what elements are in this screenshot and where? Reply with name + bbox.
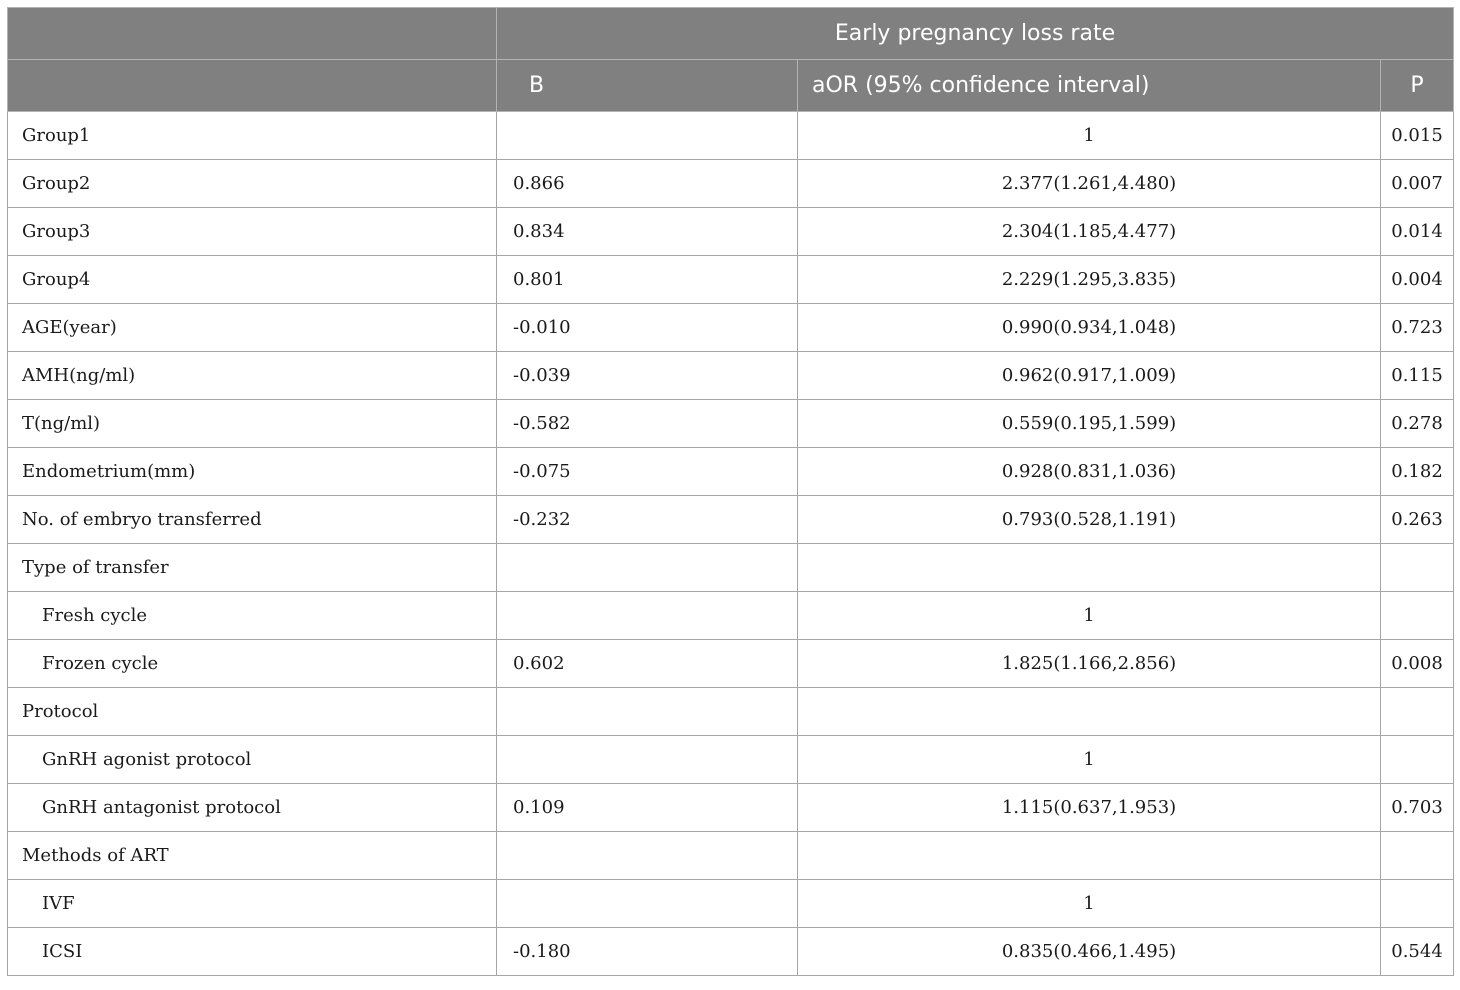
row-label: GnRH agonist protocol: [8, 736, 497, 784]
table-row: [8, 544, 1454, 592]
row-label: Endometrium(mm): [8, 448, 497, 496]
row-label: Type of transfer: [8, 544, 497, 592]
row-p-value: [1381, 880, 1454, 928]
table-row: [8, 592, 1454, 640]
row-p-value: 0.278: [1381, 400, 1454, 448]
row-label: Group3: [8, 208, 497, 256]
row-b-value: [497, 880, 798, 928]
row-label: Protocol: [8, 688, 497, 736]
row-p-value: 0.263: [1381, 496, 1454, 544]
row-p-value: 0.007: [1381, 160, 1454, 208]
row-aor-value: 1: [798, 880, 1381, 928]
row-p-value: 0.723: [1381, 304, 1454, 352]
table-row: [8, 256, 1454, 304]
table-row: [8, 304, 1454, 352]
row-b-value: -0.582: [497, 400, 798, 448]
regression-table: [7, 7, 1454, 976]
row-aor-value: 0.559(0.195,1.599): [798, 400, 1381, 448]
row-label: Group1: [8, 112, 497, 160]
row-b-value: [497, 688, 798, 736]
row-label: Group2: [8, 160, 497, 208]
row-p-value: 0.015: [1381, 112, 1454, 160]
row-p-value: 0.008: [1381, 640, 1454, 688]
row-p-value: 0.014: [1381, 208, 1454, 256]
row-b-value: 0.866: [497, 160, 798, 208]
row-aor-value: [798, 544, 1381, 592]
row-aor-value: [798, 832, 1381, 880]
row-p-value: 0.544: [1381, 928, 1454, 976]
table-row: [8, 640, 1454, 688]
row-aor-value: 1: [798, 112, 1381, 160]
table-row: [8, 160, 1454, 208]
header-empty-cell: [8, 60, 497, 112]
table-body: [8, 112, 1454, 976]
table-row: [8, 112, 1454, 160]
row-aor-value: 0.793(0.528,1.191): [798, 496, 1381, 544]
regression-table-container: [7, 7, 1453, 976]
row-aor-value: 2.229(1.295,3.835): [798, 256, 1381, 304]
row-b-value: [497, 112, 798, 160]
header-row-top: [8, 8, 1454, 60]
row-aor-value: 2.304(1.185,4.477): [798, 208, 1381, 256]
row-b-value: -0.039: [497, 352, 798, 400]
row-aor-value: 0.835(0.466,1.495): [798, 928, 1381, 976]
row-aor-value: 0.962(0.917,1.009): [798, 352, 1381, 400]
row-label: Fresh cycle: [8, 592, 497, 640]
header-col-b: B: [497, 60, 798, 112]
row-aor-value: 2.377(1.261,4.480): [798, 160, 1381, 208]
table-row: [8, 208, 1454, 256]
row-p-value: [1381, 592, 1454, 640]
row-p-value: 0.703: [1381, 784, 1454, 832]
row-b-value: -0.180: [497, 928, 798, 976]
row-aor-value: 1.115(0.637,1.953): [798, 784, 1381, 832]
row-b-value: -0.232: [497, 496, 798, 544]
table-row: [8, 832, 1454, 880]
table-row: [8, 688, 1454, 736]
row-label: GnRH antagonist protocol: [8, 784, 497, 832]
row-p-value: 0.115: [1381, 352, 1454, 400]
table-row: [8, 784, 1454, 832]
row-label: No. of embryo transferred: [8, 496, 497, 544]
table-header: [8, 8, 1454, 112]
row-p-value: [1381, 688, 1454, 736]
row-p-value: [1381, 736, 1454, 784]
row-aor-value: 1: [798, 736, 1381, 784]
row-p-value: [1381, 832, 1454, 880]
row-aor-value: 0.928(0.831,1.036): [798, 448, 1381, 496]
row-b-value: 0.834: [497, 208, 798, 256]
row-label: ICSI: [8, 928, 497, 976]
row-aor-value: 1: [798, 592, 1381, 640]
row-label: Frozen cycle: [8, 640, 497, 688]
table-row: [8, 352, 1454, 400]
row-aor-value: 0.990(0.934,1.048): [798, 304, 1381, 352]
table-row: [8, 736, 1454, 784]
row-b-value: [497, 592, 798, 640]
row-label: AMH(ng/ml): [8, 352, 497, 400]
table-row: [8, 400, 1454, 448]
row-p-value: 0.182: [1381, 448, 1454, 496]
row-b-value: [497, 544, 798, 592]
header-span-title: Early pregnancy loss rate: [497, 8, 1454, 60]
row-b-value: 0.602: [497, 640, 798, 688]
table-row: [8, 448, 1454, 496]
row-label: IVF: [8, 880, 497, 928]
row-p-value: [1381, 544, 1454, 592]
row-label: AGE(year): [8, 304, 497, 352]
row-b-value: 0.801: [497, 256, 798, 304]
table-row: [8, 880, 1454, 928]
row-b-value: -0.010: [497, 304, 798, 352]
row-p-value: 0.004: [1381, 256, 1454, 304]
header-col-aor: aOR (95% confidence interval): [798, 60, 1381, 112]
header-row-columns: [8, 60, 1454, 112]
row-b-value: [497, 832, 798, 880]
row-b-value: [497, 736, 798, 784]
table-row: [8, 928, 1454, 976]
header-col-p: P: [1381, 60, 1454, 112]
row-label: Methods of ART: [8, 832, 497, 880]
row-b-value: -0.075: [497, 448, 798, 496]
row-aor-value: 1.825(1.166,2.856): [798, 640, 1381, 688]
table-row: [8, 496, 1454, 544]
row-label: Group4: [8, 256, 497, 304]
row-label: T(ng/ml): [8, 400, 497, 448]
row-aor-value: [798, 688, 1381, 736]
row-b-value: 0.109: [497, 784, 798, 832]
header-empty-cell: [8, 8, 497, 60]
